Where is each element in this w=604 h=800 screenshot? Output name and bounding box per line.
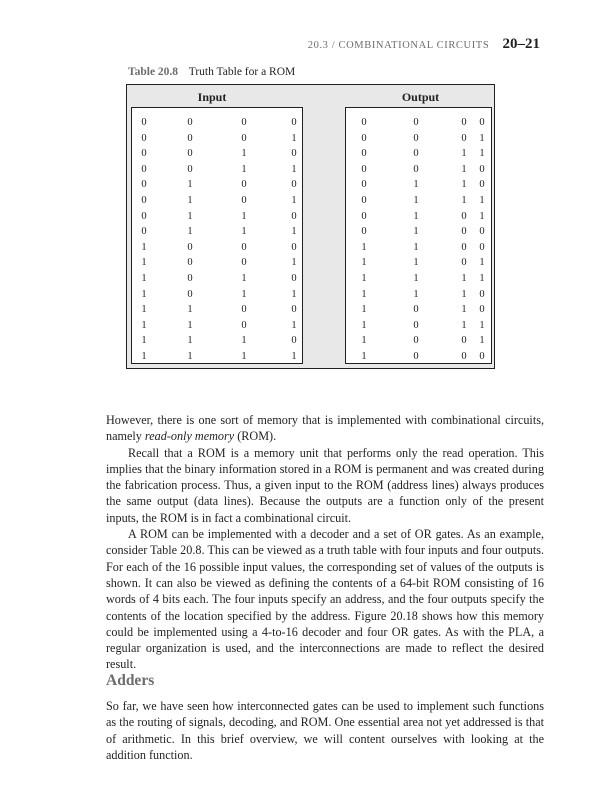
input-bit: 0 <box>187 288 193 300</box>
output-bit: 1 <box>361 351 367 362</box>
input-row <box>132 319 302 335</box>
output-bit: 0 <box>461 335 467 347</box>
rom-truth-table <box>126 84 495 369</box>
output-bit: 1 <box>461 148 467 160</box>
table-number: Table 20.8 <box>128 66 179 78</box>
output-bit: 1 <box>479 148 485 160</box>
input-bit: 1 <box>291 319 297 331</box>
input-bit: 0 <box>187 132 193 144</box>
input-bit: 1 <box>141 351 147 362</box>
output-bit: 0 <box>361 117 367 128</box>
output-bit: 0 <box>413 163 419 175</box>
running-head <box>308 36 540 53</box>
output-bit: 1 <box>413 195 419 206</box>
input-bit: 0 <box>187 273 193 284</box>
output-bit: 0 <box>479 351 485 362</box>
output-row <box>346 210 491 226</box>
input-bit: 1 <box>141 335 147 347</box>
input-bit: 0 <box>187 117 193 128</box>
input-row <box>132 178 302 194</box>
output-bit: 1 <box>479 257 485 269</box>
output-bit: 0 <box>461 210 467 222</box>
output-bit: 0 <box>413 132 419 144</box>
output-row <box>346 288 491 304</box>
input-bit: 0 <box>291 179 297 191</box>
input-bit: 0 <box>187 163 193 175</box>
running-head-section: 20.3 / COMBINATIONAL CIRCUITS <box>307 40 490 51</box>
input-bit: 0 <box>141 210 147 222</box>
input-bit: 0 <box>241 257 247 269</box>
output-bit: 1 <box>413 273 419 284</box>
output-bit: 1 <box>413 179 419 191</box>
input-bit: 0 <box>241 304 247 316</box>
input-bit: 1 <box>291 132 297 144</box>
input-row <box>132 272 302 288</box>
paragraph-4: So far, we have seen how interconnected gates can be used to implement such functions as the routing of signals, decoding, and ROM. One essential area not yet addressed is that of arithmetic. In this brief overview, we will content ourselves with looking at the addition function. <box>106 699 544 762</box>
output-bit: 0 <box>413 335 419 347</box>
output-bit: 0 <box>479 226 485 238</box>
output-row <box>346 241 491 257</box>
output-bit: 0 <box>361 163 367 175</box>
input-bit: 1 <box>187 179 193 191</box>
input-bit: 0 <box>241 319 247 331</box>
output-bit: 0 <box>479 179 485 191</box>
input-bit: 0 <box>241 132 247 144</box>
input-bit: 0 <box>291 273 297 284</box>
output-bit: 0 <box>413 319 419 331</box>
output-bit: 1 <box>461 163 467 175</box>
paragraph-1 <box>106 412 544 445</box>
output-row <box>346 256 491 272</box>
input-bit: 1 <box>291 163 297 175</box>
output-bit: 0 <box>461 241 467 253</box>
output-bit: 0 <box>361 195 367 206</box>
input-bit: 0 <box>141 117 147 128</box>
input-bit: 0 <box>141 226 147 238</box>
input-row <box>132 303 302 319</box>
input-bit: 1 <box>291 195 297 206</box>
input-row <box>132 194 302 210</box>
output-bit: 1 <box>479 132 485 144</box>
input-bit: 0 <box>291 148 297 160</box>
output-bit: 1 <box>461 195 467 206</box>
paragraph-1-end: (ROM). <box>234 429 277 444</box>
output-bit: 0 <box>461 257 467 269</box>
input-bit: 1 <box>141 257 147 269</box>
input-bit: 1 <box>241 288 247 300</box>
output-bit: 1 <box>461 273 467 284</box>
output-bit: 1 <box>361 288 367 300</box>
input-bit: 0 <box>291 241 297 253</box>
input-row <box>132 116 302 132</box>
output-bit: 1 <box>413 257 419 269</box>
output-bit: 1 <box>413 288 419 300</box>
output-bit: 0 <box>361 226 367 238</box>
output-bit: 0 <box>413 304 419 316</box>
output-columns <box>345 107 492 364</box>
output-bit: 1 <box>479 195 485 206</box>
input-row <box>132 147 302 163</box>
input-bit: 1 <box>241 163 247 175</box>
output-row <box>346 178 491 194</box>
output-bit: 1 <box>361 319 367 331</box>
output-row <box>346 272 491 288</box>
input-bit: 1 <box>141 288 147 300</box>
input-bit: 1 <box>187 319 193 331</box>
output-bit: 1 <box>361 273 367 284</box>
paragraph-1-text: However, there is one sort of memory that is implemented with combinational circuits, namely <box>106 413 544 444</box>
output-row <box>346 116 491 132</box>
paragraph-2: Recall that a ROM is a memory unit that performs only the read operation. This implies that the binary information stored in a ROM is permanent and was created during the fabrication process. Thus, a given input to the ROM (address lines) always produces the same output (data lines). Because the outputs are a function only of the present inputs, the ROM is in fact a combinational circuit. <box>106 445 544 525</box>
output-bit: 1 <box>361 304 367 316</box>
output-bit: 1 <box>413 241 419 253</box>
input-row <box>132 163 302 179</box>
output-bit: 0 <box>361 148 367 160</box>
output-row <box>346 350 491 366</box>
output-bit: 0 <box>479 117 485 128</box>
input-bit: 1 <box>187 335 193 347</box>
input-bit: 0 <box>291 117 297 128</box>
output-bit: 0 <box>361 132 367 144</box>
section-heading-adders: Adders <box>106 672 155 689</box>
output-bit: 0 <box>361 210 367 222</box>
input-bit: 1 <box>291 226 297 238</box>
input-bit: 1 <box>187 304 193 316</box>
input-bit: 0 <box>291 304 297 316</box>
input-bit: 0 <box>291 210 297 222</box>
output-bit: 1 <box>361 335 367 347</box>
input-bit: 1 <box>141 241 147 253</box>
input-bit: 0 <box>241 195 247 206</box>
input-bit: 1 <box>241 226 247 238</box>
output-bit: 0 <box>461 132 467 144</box>
output-row <box>346 319 491 335</box>
input-bit: 0 <box>187 241 193 253</box>
input-bit: 1 <box>241 210 247 222</box>
input-header: Input <box>197 90 227 104</box>
output-bit: 0 <box>413 351 419 362</box>
input-bit: 1 <box>241 273 247 284</box>
output-row <box>346 225 491 241</box>
output-bit: 0 <box>461 226 467 238</box>
table-title: Truth Table for a ROM <box>188 66 296 78</box>
output-row <box>346 194 491 210</box>
input-bit: 0 <box>187 257 193 269</box>
output-bit: 0 <box>413 117 419 128</box>
rom-term: read-only memory <box>144 429 235 444</box>
input-bit: 1 <box>291 288 297 300</box>
output-row <box>346 132 491 148</box>
output-bit: 0 <box>413 148 419 160</box>
input-bit: 0 <box>141 163 147 175</box>
input-bit: 1 <box>241 148 247 160</box>
output-bit: 1 <box>361 257 367 269</box>
output-bit: 0 <box>461 117 467 128</box>
input-bit: 0 <box>187 148 193 160</box>
input-bit: 1 <box>141 319 147 331</box>
input-bit: 0 <box>241 241 247 253</box>
input-row <box>132 225 302 241</box>
input-bit: 0 <box>291 335 297 347</box>
input-bit: 1 <box>141 273 147 284</box>
input-bit: 1 <box>187 226 193 238</box>
paragraph-3: A ROM can be implemented with a decoder and a set of OR gates. As an example, consider Table 20.8. This can be viewed as a truth table with four inputs and four outputs. For each of the 16 possible input values, the corresponding set of values of the outputs is shown. It can also be viewed as defining the contents of a 64-bit ROM consisting of 16 words of 4 bits each. The four inputs specify an address, and the four outputs specify the contents of the location specified by the address. Figure 20.18 shows how this memory could be implemented using a 4-to-16 decoder and four OR gates. As with the PLA, a regular organization is used, and the interconnections are made to reflect the desired result. <box>106 527 544 672</box>
table-caption <box>128 66 295 78</box>
input-bit: 0 <box>141 132 147 144</box>
output-bit: 1 <box>461 304 467 316</box>
output-row <box>346 303 491 319</box>
output-header: Output <box>401 90 440 104</box>
page-number: 20–21 <box>502 36 540 52</box>
output-bit: 1 <box>461 179 467 191</box>
output-bit: 1 <box>461 288 467 300</box>
output-row <box>346 147 491 163</box>
output-bit: 1 <box>479 319 485 331</box>
input-row <box>132 350 302 366</box>
input-row <box>132 241 302 257</box>
input-bit: 1 <box>141 304 147 316</box>
output-bit: 0 <box>461 351 467 362</box>
input-row <box>132 132 302 148</box>
input-bit: 0 <box>141 179 147 191</box>
input-row <box>132 256 302 272</box>
input-bit: 0 <box>141 148 147 160</box>
input-row <box>132 334 302 350</box>
input-bit: 1 <box>187 210 193 222</box>
output-bit: 0 <box>479 304 485 316</box>
input-bit: 1 <box>187 351 193 362</box>
output-row <box>346 163 491 179</box>
output-bit: 1 <box>479 335 485 347</box>
output-bit: 0 <box>479 163 485 175</box>
input-row <box>132 288 302 304</box>
output-bit: 1 <box>361 241 367 253</box>
output-bit: 0 <box>479 241 485 253</box>
input-bit: 0 <box>241 179 247 191</box>
input-columns <box>131 107 303 364</box>
input-bit: 1 <box>241 351 247 362</box>
output-bit: 1 <box>413 226 419 238</box>
body-section-adders <box>106 698 544 763</box>
output-bit: 1 <box>461 319 467 331</box>
input-bit: 1 <box>187 195 193 206</box>
output-bit: 0 <box>361 179 367 191</box>
input-bit: 1 <box>291 257 297 269</box>
output-row <box>346 334 491 350</box>
input-bit: 0 <box>141 195 147 206</box>
input-bit: 1 <box>241 335 247 347</box>
body-section-rom <box>106 412 544 673</box>
output-bit: 1 <box>479 210 485 222</box>
output-bit: 1 <box>413 210 419 222</box>
input-row <box>132 210 302 226</box>
input-bit: 0 <box>241 117 247 128</box>
input-bit: 1 <box>291 351 297 362</box>
output-bit: 1 <box>479 273 485 284</box>
output-bit: 0 <box>479 288 485 300</box>
